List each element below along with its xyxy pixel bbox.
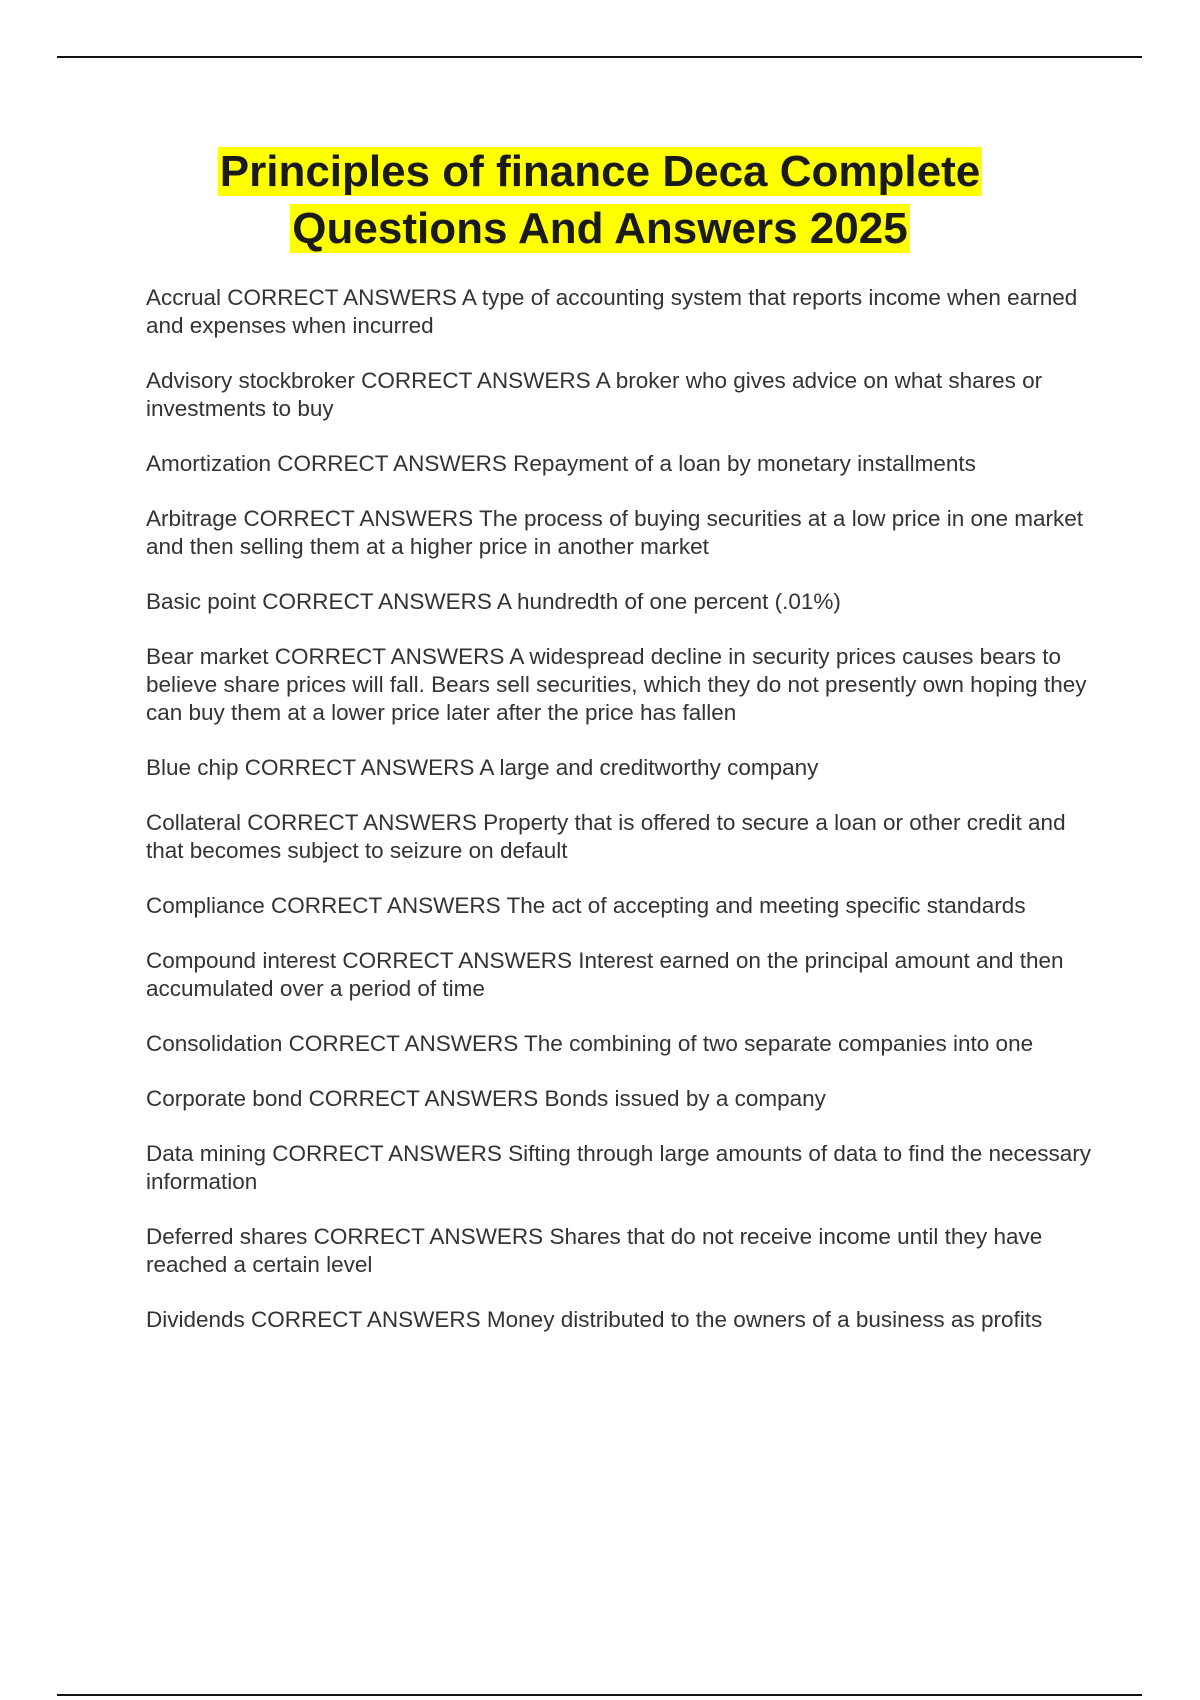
header-rule <box>57 56 1142 58</box>
qa-entry: Corporate bond CORRECT ANSWERS Bonds issued by a company <box>146 1086 826 1111</box>
qa-entry: Collateral CORRECT ANSWERS Property that is offered to secure a loan or other credit and that becomes subject to seizure on default <box>146 810 1066 863</box>
title-line-1: Principles of finance Deca Complete <box>219 147 981 196</box>
title-line-2: Questions And Answers 2025 <box>292 204 908 253</box>
document-title <box>100 143 1100 257</box>
qa-entry: Consolidation CORRECT ANSWERS The combining of two separate companies into one <box>146 1031 1034 1056</box>
qa-entry: Data mining CORRECT ANSWERS Sifting through large amounts of data to find the necessary information <box>146 1141 1092 1194</box>
qa-entry: Arbitrage CORRECT ANSWERS The process of buying securities at a low price in one market and then selling them at a higher price in another market <box>146 506 1084 559</box>
qa-entry: Dividends CORRECT ANSWERS Money distributed to the owners of a business as profits <box>146 1307 1043 1332</box>
qa-entry: Amortization CORRECT ANSWERS Repayment of a loan by monetary installments <box>146 451 976 476</box>
qa-entry: Deferred shares CORRECT ANSWERS Shares that do not receive income until they have reached a certain level <box>146 1224 1043 1277</box>
qa-entry: Compliance CORRECT ANSWERS The act of accepting and meeting specific standards <box>146 893 1026 918</box>
footer-rule <box>57 1694 1142 1696</box>
qa-list <box>146 284 1096 1361</box>
qa-entry: Blue chip CORRECT ANSWERS A large and creditworthy company <box>146 755 819 780</box>
qa-entry: Compound interest CORRECT ANSWERS Interest earned on the principal amount and then accumulated over a period of time <box>146 948 1064 1001</box>
qa-entry: Basic point CORRECT ANSWERS A hundredth of one percent (.01%) <box>146 589 841 614</box>
qa-entry: Advisory stockbroker CORRECT ANSWERS A broker who gives advice on what shares or investments to buy <box>146 368 1043 421</box>
qa-entry: Accrual CORRECT ANSWERS A type of accounting system that reports income when earned and expenses when incurred <box>146 285 1078 338</box>
qa-entry: Bear market CORRECT ANSWERS A widespread decline in security prices causes bears to believe share prices will fall. Bears sell securities, which they do not presently own hoping they can buy them at a lower price later after the price has fallen <box>146 644 1087 725</box>
